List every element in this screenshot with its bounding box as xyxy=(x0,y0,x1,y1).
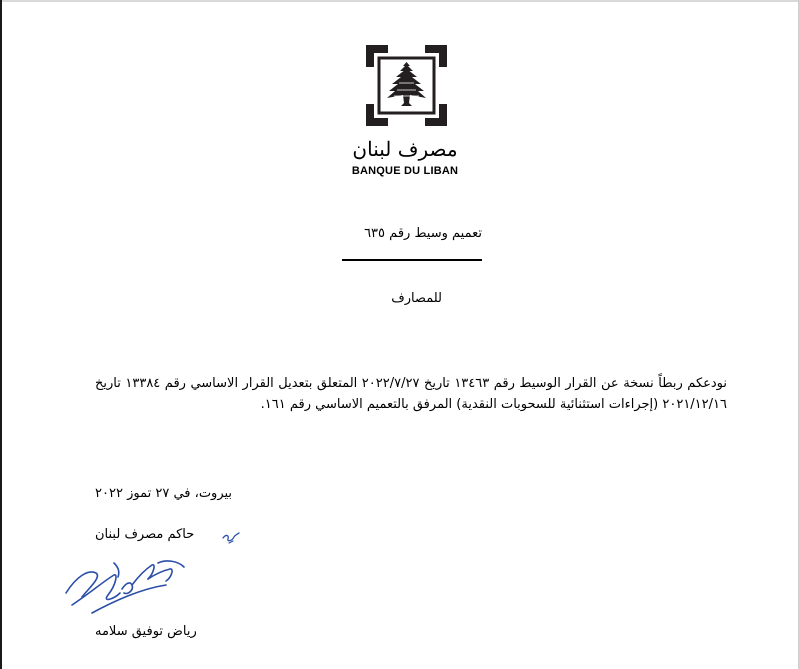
page-left-edge xyxy=(0,0,2,669)
bank-name-french: BANQUE DU LIBAN xyxy=(351,165,459,177)
recipient-line: للمصارف xyxy=(391,291,442,306)
title-underline xyxy=(342,259,482,261)
bank-name-arabic: مصرف لبنان xyxy=(352,137,458,161)
date-line: بيروت، في ٢٧ تموز ٢٠٢٢ xyxy=(95,486,233,501)
cedar-tree-framed-logo-icon xyxy=(366,45,447,126)
page-top-edge xyxy=(0,0,799,2)
circular-title: تعميم وسيط رقم ٦٣٥ xyxy=(364,226,482,241)
handwritten-signature xyxy=(62,555,197,617)
signatory-title: حاكم مصرف لبنان xyxy=(95,527,195,542)
signatory-name: رياض توفيق سلامه xyxy=(95,624,197,639)
body-paragraph: نودعكم ربطاً نسخة عن القرار الوسيط رقم ١٣٤٦٣ تاريخ ٢٠٢٢/٧/٢٧ المتعلق بتعديل القرار الاساسي رقم ١٣٣٨٤ تاريخ ٢٠٢١/١٢/١٦ (إجراءات استثنائية للسحوبات النقدية) المرفق بالتعميم الاساسي رقم ١٦١. xyxy=(95,376,727,412)
